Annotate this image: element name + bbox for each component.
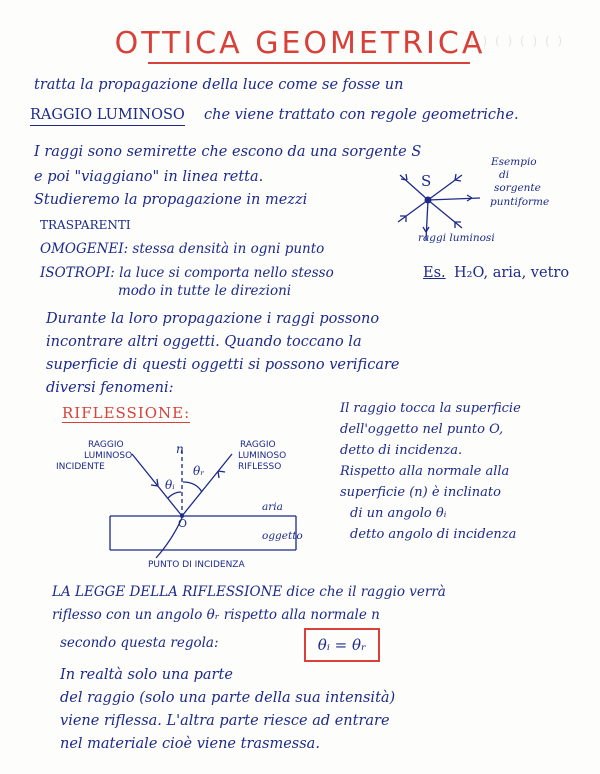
omogenei-line: OMOGENEI: stessa densità in ogni punto	[40, 241, 325, 257]
rays-line-1: I raggi sono semirette che escono da una sorgente S	[34, 144, 422, 160]
propagation-line-4: diversi fenomeni:	[46, 380, 174, 396]
reflection-desc-1: Il raggio tocca la superficie	[340, 401, 521, 416]
reflected-label-1: RAGGIO	[240, 440, 276, 450]
propagation-line-1: Durante la loro propagazione i raggi possono	[46, 311, 380, 327]
source-label-s: S	[421, 172, 432, 190]
intro-term: RAGGIO LUMINOSO	[30, 106, 185, 126]
intro-line-2: che viene trattato con regole geometriche.	[204, 107, 519, 123]
aria-label: aria	[262, 501, 283, 513]
law-formula: θᵢ = θᵣ	[317, 636, 367, 654]
faint-bleedthrough-text: ( ) ( ) ( ) ( )	[470, 34, 565, 48]
propagation-line-3: superficie di questi oggetti si possono verificare	[46, 357, 400, 373]
reflection-desc-3: detto di incidenza.	[340, 443, 463, 458]
reflected-label-2: LUMINOSO	[238, 451, 287, 461]
reality-line-3: viene riflessa. L'altra parte riesce ad entrare	[60, 713, 390, 729]
trasparenti-label: TRASPARENTI	[40, 218, 131, 232]
point-o-label: O	[178, 517, 188, 530]
title-underline	[148, 62, 470, 64]
example-text: H₂O, aria, vetro	[454, 265, 570, 281]
reality-line-2: del raggio (solo una parte della sua intensità)	[60, 690, 396, 706]
punto-incidenza-label: PUNTO DI INCIDENZA	[148, 560, 245, 570]
intro-line-1: tratta la propagazione della luce come se fosse un	[34, 77, 404, 93]
source-caption-4: puntiforme	[490, 196, 550, 208]
reflection-desc-7: detto angolo di incidenza	[350, 527, 517, 542]
law-line-1: LA LEGGE DELLA RIFLESSIONE dice che il raggio verrà	[52, 584, 446, 600]
source-caption-1: Esempio	[491, 156, 537, 168]
example-label: Es.	[423, 265, 446, 281]
theta-i-label: θᵢ	[165, 478, 175, 492]
law-formula-box	[304, 628, 380, 662]
isotropi-line-2: modo in tutte le direzioni	[118, 283, 292, 299]
law-line-2: riflesso con un angolo θᵣ rispetto alla normale n	[52, 607, 380, 623]
isotropi-line-1: ISOTROPI: la luce si comporta nello stesso	[40, 265, 334, 281]
rays-label: raggi luminosi	[418, 232, 495, 244]
page-title: OTTICA GEOMETRICA	[114, 26, 486, 61]
theta-r-label: θᵣ	[193, 464, 205, 478]
rays-line-2: e poi "viaggiano" in linea retta.	[34, 169, 264, 185]
reflection-heading: RIFLESSIONE:	[62, 404, 191, 422]
reflected-label-3: RIFLESSO	[238, 462, 282, 472]
reflection-desc-5: superficie (n) è inclinato	[340, 485, 501, 500]
incident-label-2: LUMINOSO	[84, 451, 133, 461]
incident-label-1: RAGGIO	[88, 440, 124, 450]
source-caption-2: di	[499, 169, 510, 181]
source-caption-3: sorgente	[494, 182, 541, 194]
oggetto-label: oggetto	[262, 530, 303, 542]
reality-line-4: nel materiale cioè viene trasmessa.	[60, 736, 320, 752]
normal-label: n	[176, 442, 184, 456]
propagation-line-2: incontrare altri oggetti. Quando toccano la	[46, 334, 362, 350]
reflection-desc-6: di un angolo θᵢ	[350, 506, 447, 521]
law-line-3: secondo questa regola:	[60, 635, 219, 651]
rays-line-3: Studieremo la propagazione in mezzi	[34, 192, 308, 208]
incident-label-3: INCIDENTE	[56, 462, 105, 472]
reflection-desc-4: Rispetto alla normale alla	[340, 464, 510, 479]
reality-line-1: In realtà solo una parte	[60, 667, 233, 683]
reflection-desc-2: dell'oggetto nel punto O,	[340, 422, 504, 437]
